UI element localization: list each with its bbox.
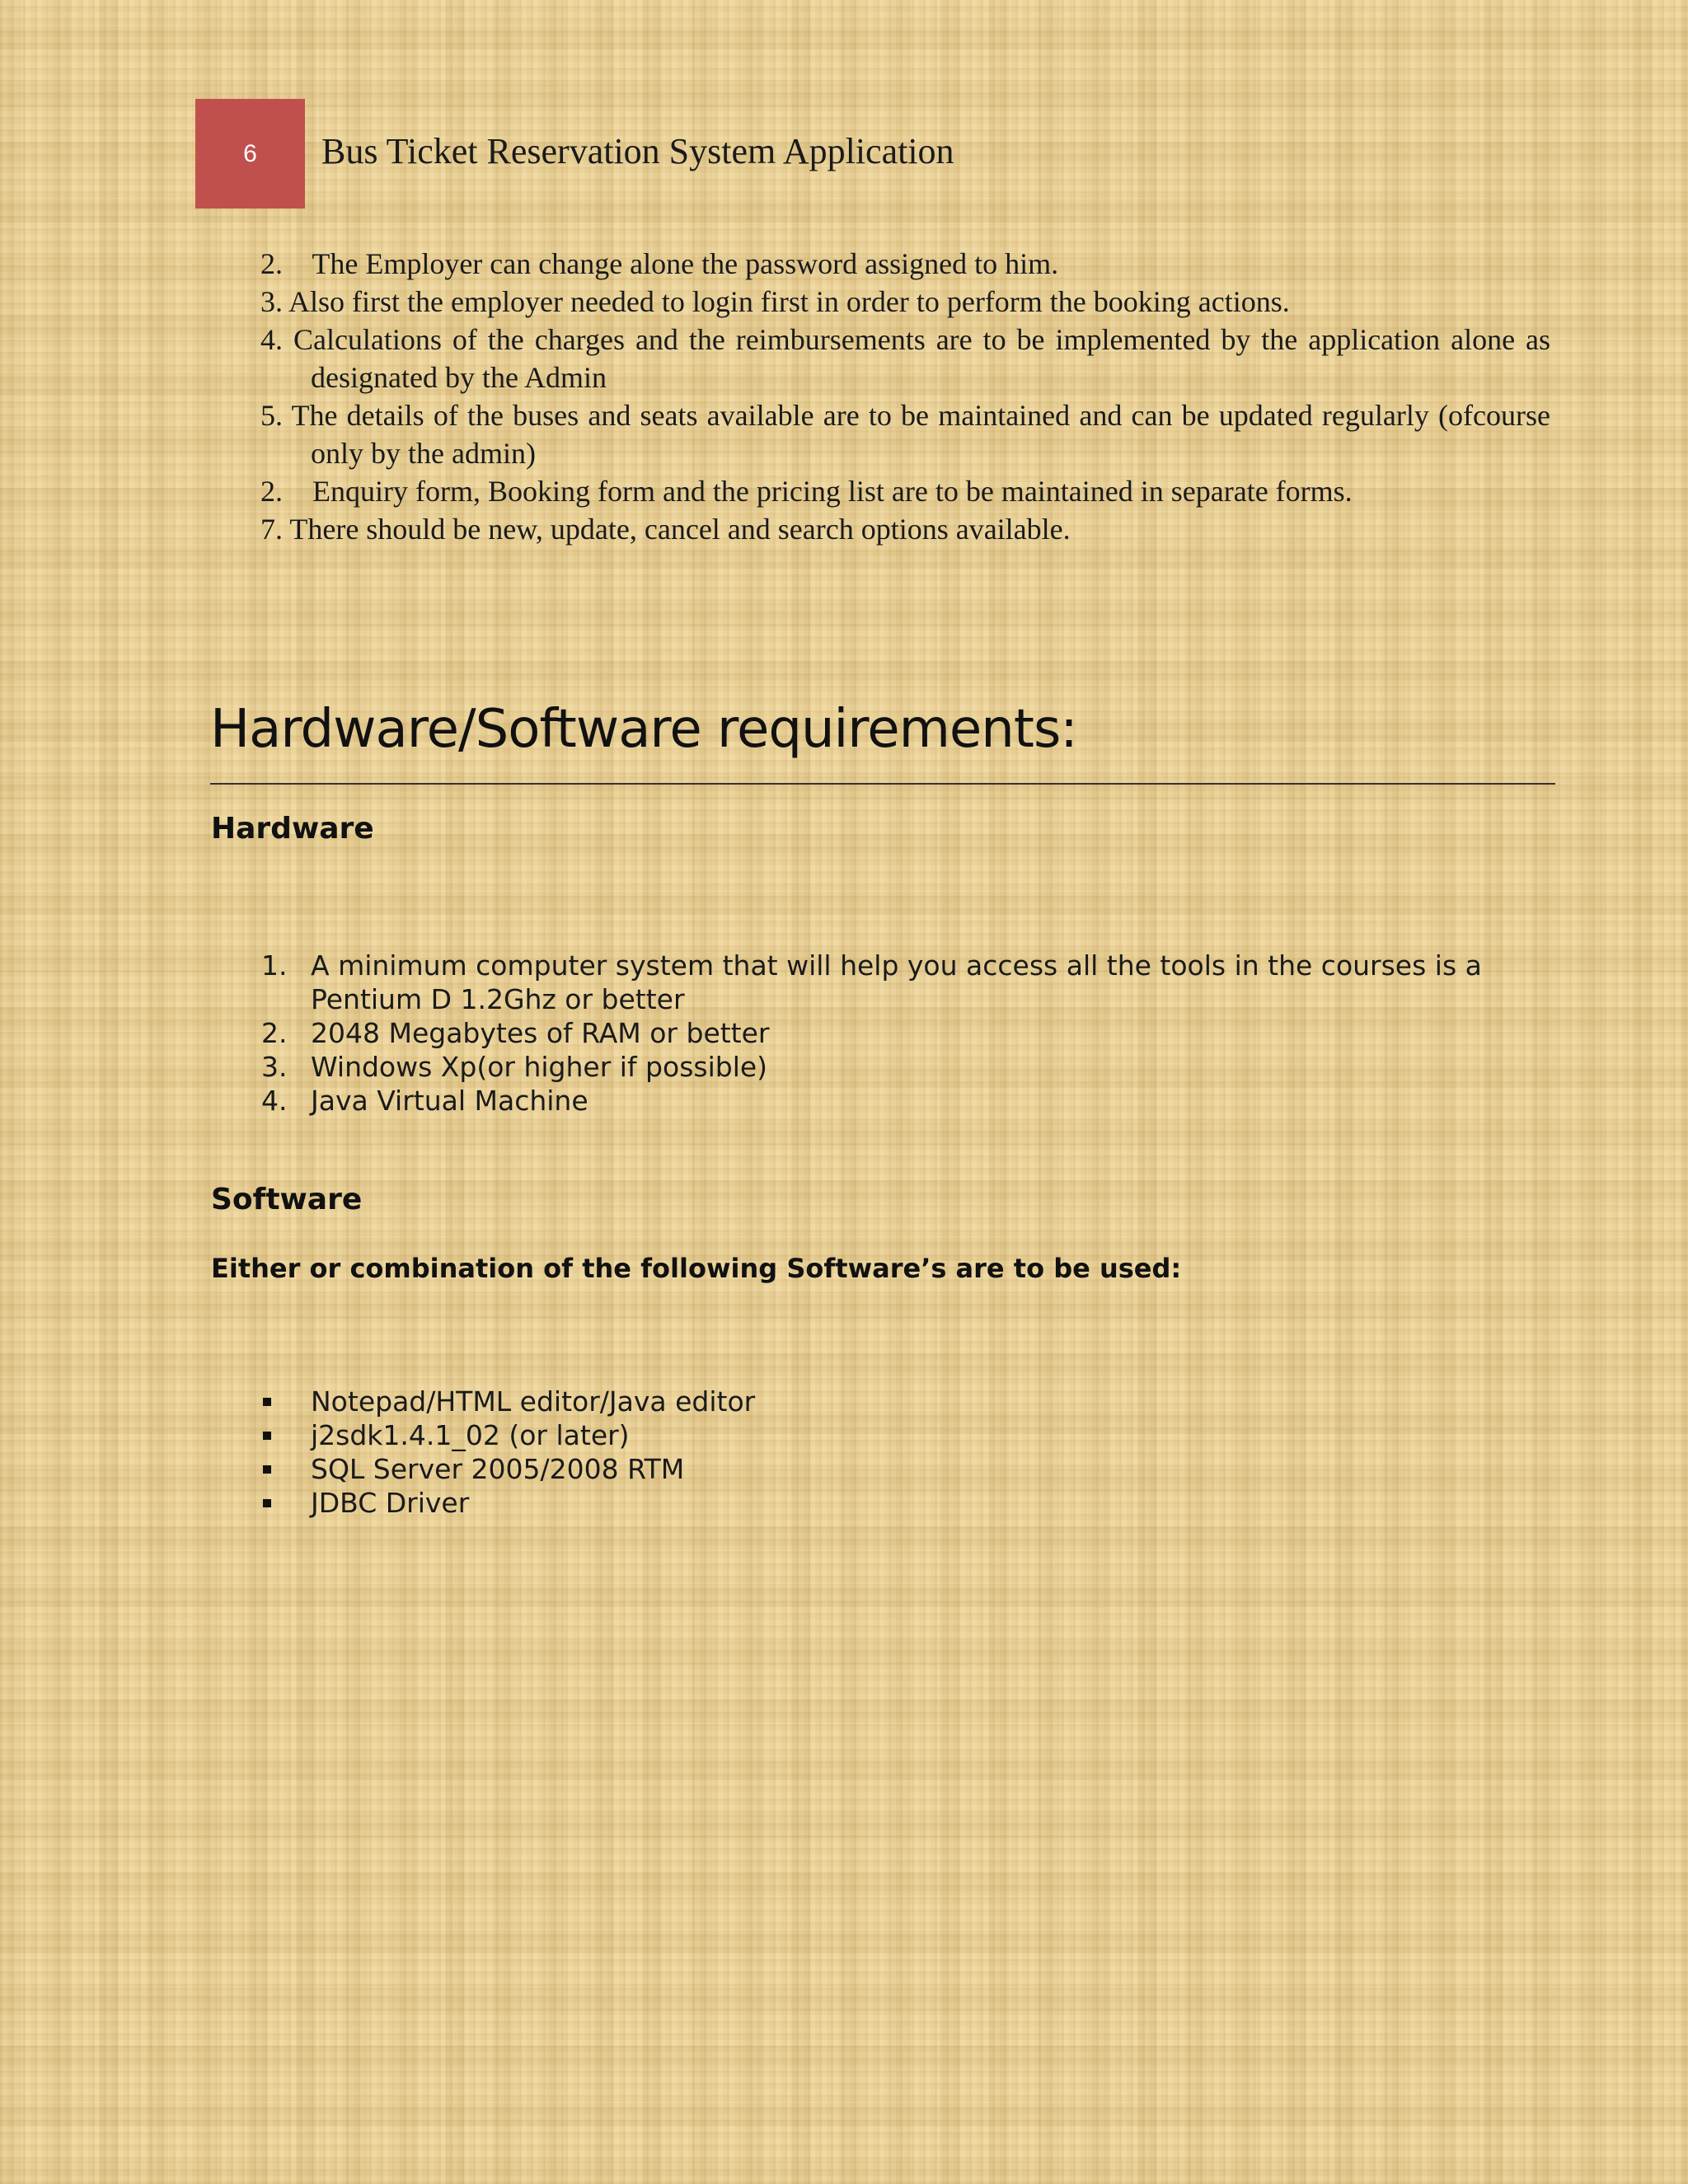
list-item: JDBC Driver: [261, 1486, 1555, 1520]
page-number: 6: [243, 139, 257, 167]
section-divider: [210, 783, 1555, 785]
list-item: Notepad/HTML editor/Java editor: [261, 1385, 1555, 1418]
software-note: Either or combination of the following Software’s are to be used:: [211, 1253, 1182, 1284]
section-title: Hardware/Software requirements:: [210, 699, 1077, 760]
list-item: 2. Enquiry form, Booking form and the pricing list are to be maintained in separate forms.: [260, 475, 1353, 508]
hardware-heading: Hardware: [211, 812, 374, 846]
list-item: 4. Java Virtual Machine: [261, 1085, 588, 1117]
list-item: SQL Server 2005/2008 RTM: [261, 1452, 1555, 1486]
document-header-title: Bus Ticket Reservation System Application: [321, 131, 954, 171]
list-item: 2. The Employer can change alone the password assigned to him.: [260, 247, 1059, 280]
list-item: 3. Windows Xp(or higher if possible): [261, 1051, 768, 1083]
list-item: 1. A minimum computer system that will help you access all the tools in the courses is a Pentium D 1.2Ghz or better: [261, 949, 1482, 1015]
bullet-icon: [263, 1432, 271, 1440]
list-item: 5. The details of the buses and seats available are to be maintained and can be updated regularly (ofcourse only by the admin): [260, 399, 1550, 470]
list-item: j2sdk1.4.1_02 (or later): [261, 1418, 1555, 1452]
bullet-icon: [263, 1499, 271, 1507]
list-item: 4. Calculations of the charges and the reimbursements are to be implemented by the application alone as designated by the Admin: [260, 323, 1551, 394]
list-item: 2. 2048 Megabytes of RAM or better: [261, 1017, 770, 1049]
hardware-list: [261, 949, 1555, 1118]
page-number-badge: [195, 99, 305, 209]
software-list: [261, 1385, 1555, 1520]
bullet-icon: [263, 1465, 271, 1474]
requirements-list: [260, 245, 1550, 548]
list-item: 3. Also first the employer needed to login first in order to perform the booking actions.: [260, 285, 1290, 318]
software-heading: Software: [211, 1183, 363, 1216]
bullet-icon: [263, 1398, 271, 1406]
list-item: 7. There should be new, update, cancel and search options available.: [260, 513, 1071, 546]
